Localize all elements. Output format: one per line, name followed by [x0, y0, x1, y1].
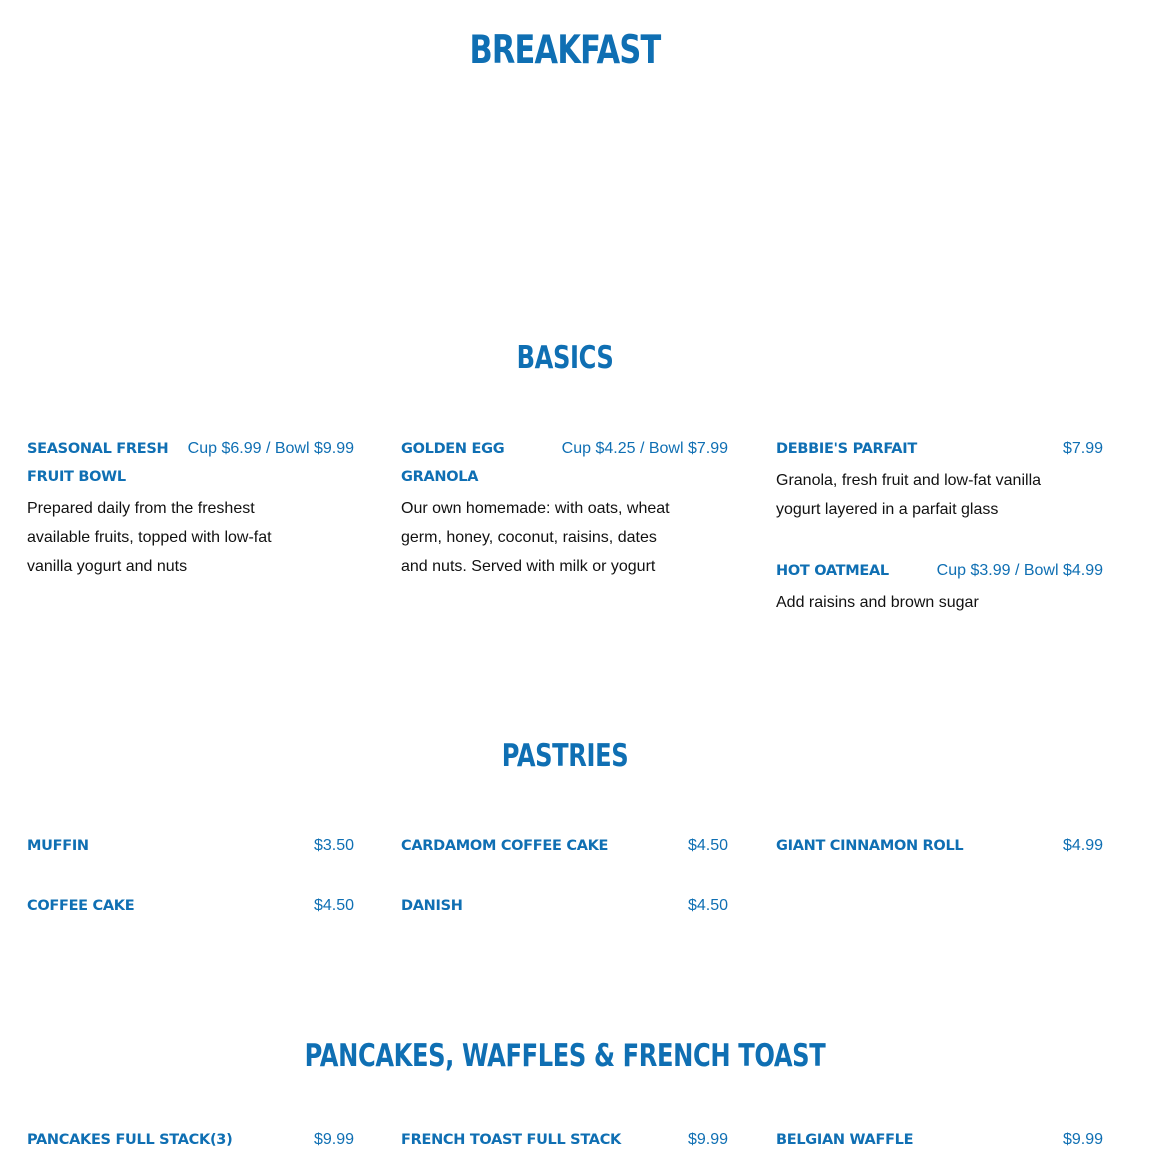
item-price: Cup $4.25 / Bowl $7.99	[561, 440, 728, 457]
menu-item-giant-cinnamon-roll	[776, 832, 1103, 860]
item-name: DANISH	[401, 898, 463, 914]
section-title-pancakes: PANCAKES, WAFFLES & FRENCH TOAST	[304, 1038, 826, 1074]
menu-item-coffee-cake	[27, 892, 354, 920]
item-description: Our own homemade: with oats, wheat germ, honey, coconut, raisins, dates and nuts. Served with milk or yogurt	[401, 500, 670, 575]
menu-item-debbies-parfait	[776, 435, 1103, 524]
item-description: Prepared daily from the freshest available fruits, topped with low-fat vanilla yogurt and nuts	[27, 500, 272, 575]
item-description: Granola, fresh fruit and low-fat vanilla yogurt layered in a parfait glass	[776, 472, 1042, 518]
item-name: GIANT CINNAMON ROLL	[776, 838, 964, 854]
item-name: HOT OATMEAL	[776, 563, 889, 579]
item-price: Cup $6.99 / Bowl $9.99	[187, 440, 354, 457]
item-name: PANCAKES FULL STACK(3)	[27, 1132, 233, 1148]
item-name: DEBBIE'S PARFAIT	[776, 441, 917, 457]
menu-item-belgian-waffle	[776, 1126, 1103, 1154]
menu-item-seasonal-fresh-fruit-bowl	[27, 435, 354, 581]
item-price: $3.50	[313, 837, 354, 854]
item-name: MUFFIN	[27, 838, 89, 854]
item-price: Cup $3.99 / Bowl $4.99	[936, 562, 1103, 579]
item-price: $4.50	[687, 897, 728, 914]
item-name: SEASONAL FRESH FRUIT BOWL	[27, 441, 169, 485]
item-price: $4.50	[687, 837, 728, 854]
menu-item-muffin	[27, 832, 354, 860]
item-price: $9.99	[313, 1131, 354, 1148]
menu-item-danish	[401, 892, 728, 920]
item-name: BELGIAN WAFFLE	[776, 1132, 914, 1148]
item-price: $9.99	[687, 1131, 728, 1148]
section-title-pastries: PASTRIES	[501, 738, 629, 774]
section-title-basics: BASICS	[516, 340, 614, 376]
item-name: FRENCH TOAST FULL STACK	[401, 1132, 621, 1148]
item-name: COFFEE CAKE	[27, 898, 135, 914]
menu-item-french-toast-full-stack	[401, 1126, 728, 1154]
menu-item-cardamom-coffee-cake	[401, 832, 728, 860]
item-price: $4.50	[313, 897, 354, 914]
menu-item-hot-oatmeal	[776, 557, 1103, 617]
page-title: BREAKFAST	[469, 28, 661, 73]
item-description: Add raisins and brown sugar	[776, 594, 979, 611]
item-price: $9.99	[1062, 1131, 1103, 1148]
item-price: $4.99	[1062, 837, 1103, 854]
menu-item-pancakes-full-stack	[27, 1126, 354, 1154]
item-name: GOLDEN EGG GRANOLA	[401, 441, 505, 485]
item-price: $7.99	[1062, 440, 1103, 457]
item-name: CARDAMOM COFFEE CAKE	[401, 838, 609, 854]
menu-item-golden-egg-granola	[401, 435, 728, 581]
